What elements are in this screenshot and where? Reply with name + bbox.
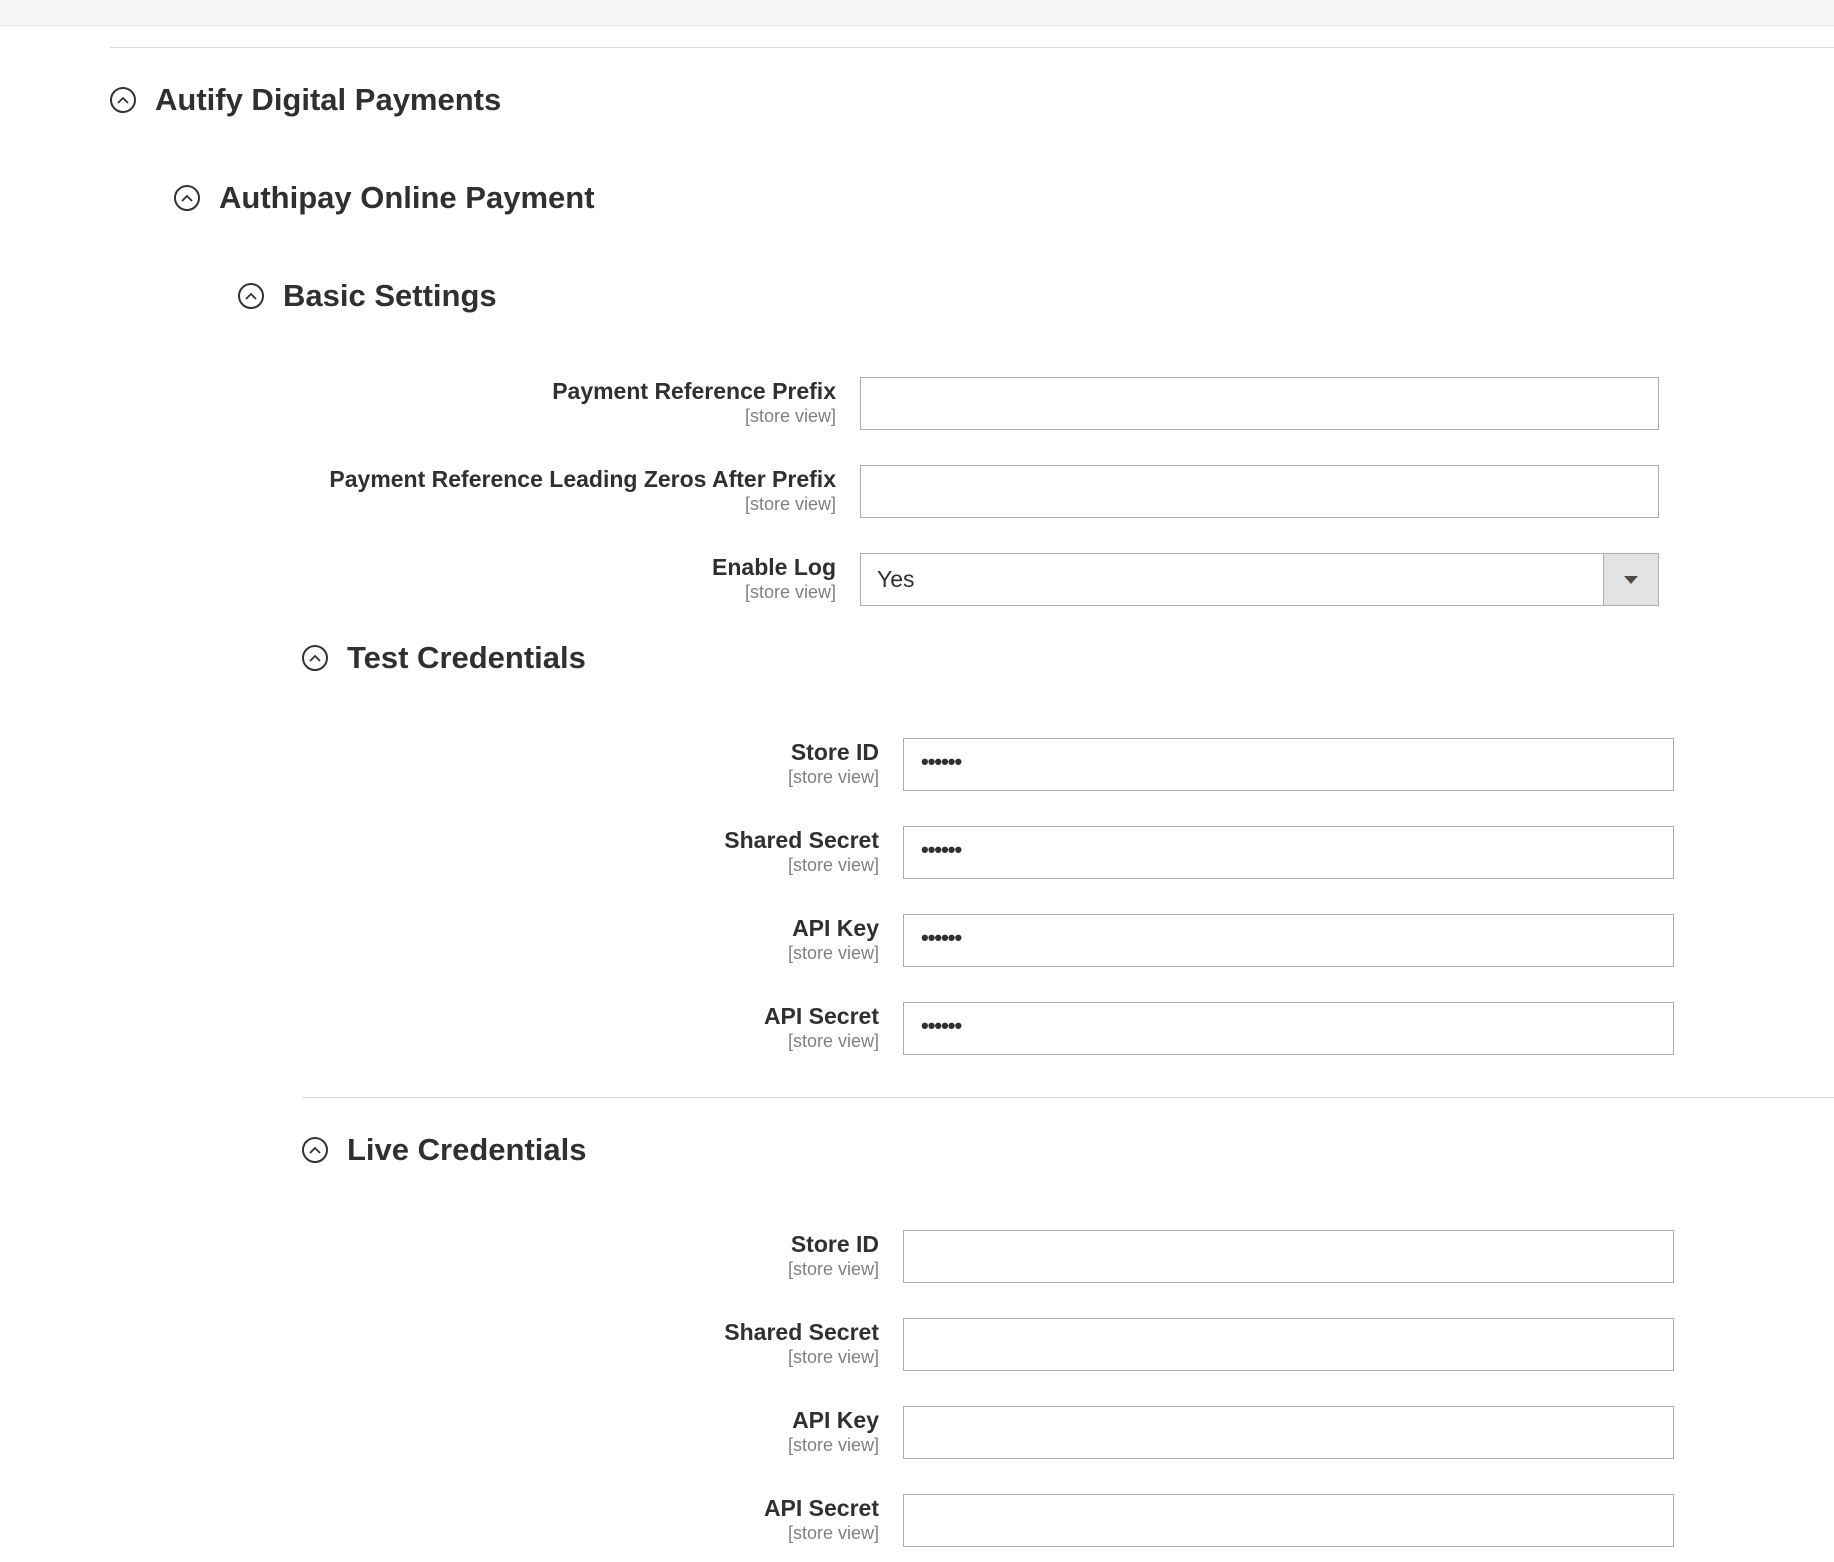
field-row-payment-reference-prefix (0, 377, 1834, 430)
field-label (712, 553, 836, 603)
scope-label: [store view] (787, 1031, 879, 1051)
scope-label: [store view] (744, 406, 836, 426)
select-value: Yes (877, 566, 915, 592)
scope-label: [store view] (787, 1259, 879, 1279)
scope-label: [store view] (787, 1435, 879, 1455)
section-title: Live Credentials (347, 1132, 587, 1167)
field-label (788, 738, 879, 788)
field-label-text: Store ID (790, 739, 879, 765)
field-row-leading-zeros (0, 465, 1834, 518)
field-label-text: API Key (792, 1407, 879, 1433)
masked-value: •••••• (921, 749, 962, 774)
scope-label: [store view] (787, 767, 879, 787)
chevron-up-circle-icon[interactable] (302, 645, 328, 671)
section-test-credentials[interactable] (302, 640, 586, 676)
test-store-id-input[interactable] (903, 738, 1674, 791)
field-label (724, 1318, 879, 1368)
chevron-up-circle-icon[interactable] (174, 185, 200, 211)
masked-value: •••••• (921, 1013, 962, 1038)
chevron-up-circle-icon[interactable] (302, 1137, 328, 1163)
field-row-test-shared-secret (0, 826, 1834, 879)
field-row-live-store-id (0, 1230, 1834, 1283)
scope-label: [store view] (744, 494, 836, 514)
field-row-enable-log (0, 553, 1834, 606)
live-api-secret-input[interactable] (903, 1494, 1674, 1547)
section-title: Authipay Online Payment (219, 180, 595, 215)
field-row-live-api-secret (0, 1494, 1834, 1547)
test-api-key-input[interactable] (903, 914, 1674, 967)
test-shared-secret-input[interactable] (903, 826, 1674, 879)
field-label (764, 1002, 879, 1052)
select-arrow[interactable] (1603, 554, 1658, 605)
section-live-credentials[interactable] (302, 1132, 586, 1168)
field-label (552, 377, 836, 427)
scope-label: [store view] (744, 582, 836, 602)
field-label (764, 1494, 879, 1544)
field-label-text: Shared Secret (724, 827, 879, 853)
section-authipay-online-payment[interactable] (174, 180, 595, 216)
scope-label: [store view] (787, 855, 879, 875)
field-label-text: Payment Reference Prefix (552, 378, 836, 404)
enable-log-select[interactable] (860, 553, 1659, 606)
live-store-id-input[interactable] (903, 1230, 1674, 1283)
field-label-text: API Secret (763, 1003, 879, 1029)
live-api-key-input[interactable] (903, 1406, 1674, 1459)
chevron-up-circle-icon[interactable] (110, 87, 136, 113)
divider-credentials (302, 1097, 1834, 1098)
field-label-text: API Key (792, 915, 879, 941)
field-row-test-api-secret (0, 1002, 1834, 1055)
field-label-text: Store ID (790, 1231, 879, 1257)
scope-label: [store view] (787, 943, 879, 963)
section-basic-settings[interactable] (238, 278, 497, 314)
field-row-test-store-id (0, 738, 1834, 791)
field-row-test-api-key (0, 914, 1834, 967)
payment-reference-prefix-input[interactable] (860, 377, 1659, 430)
scope-label: [store view] (787, 1523, 879, 1543)
caret-down-icon (1624, 576, 1638, 584)
field-label (788, 1406, 879, 1456)
field-label-text: Enable Log (712, 554, 836, 580)
field-label (788, 1230, 879, 1280)
section-title: Test Credentials (347, 640, 586, 675)
test-api-secret-input[interactable] (903, 1002, 1674, 1055)
field-label-text: Shared Secret (724, 1319, 879, 1345)
section-title: Basic Settings (283, 278, 497, 313)
leading-zeros-input[interactable] (860, 465, 1659, 518)
field-label (788, 914, 879, 964)
section-title: Autify Digital Payments (155, 82, 502, 117)
top-bar (0, 0, 1834, 26)
field-label (724, 826, 879, 876)
field-row-live-shared-secret (0, 1318, 1834, 1371)
section-autify-digital-payments[interactable] (110, 82, 501, 118)
field-row-live-api-key (0, 1406, 1834, 1459)
field-label-text: API Secret (763, 1495, 879, 1521)
field-label (329, 465, 836, 515)
field-label-text: Payment Reference Leading Zeros After Prefix (329, 466, 836, 492)
scope-label: [store view] (787, 1347, 879, 1367)
chevron-up-circle-icon[interactable] (238, 283, 264, 309)
masked-value: •••••• (921, 925, 962, 950)
divider-top (110, 47, 1834, 48)
live-shared-secret-input[interactable] (903, 1318, 1674, 1371)
masked-value: •••••• (921, 837, 962, 862)
